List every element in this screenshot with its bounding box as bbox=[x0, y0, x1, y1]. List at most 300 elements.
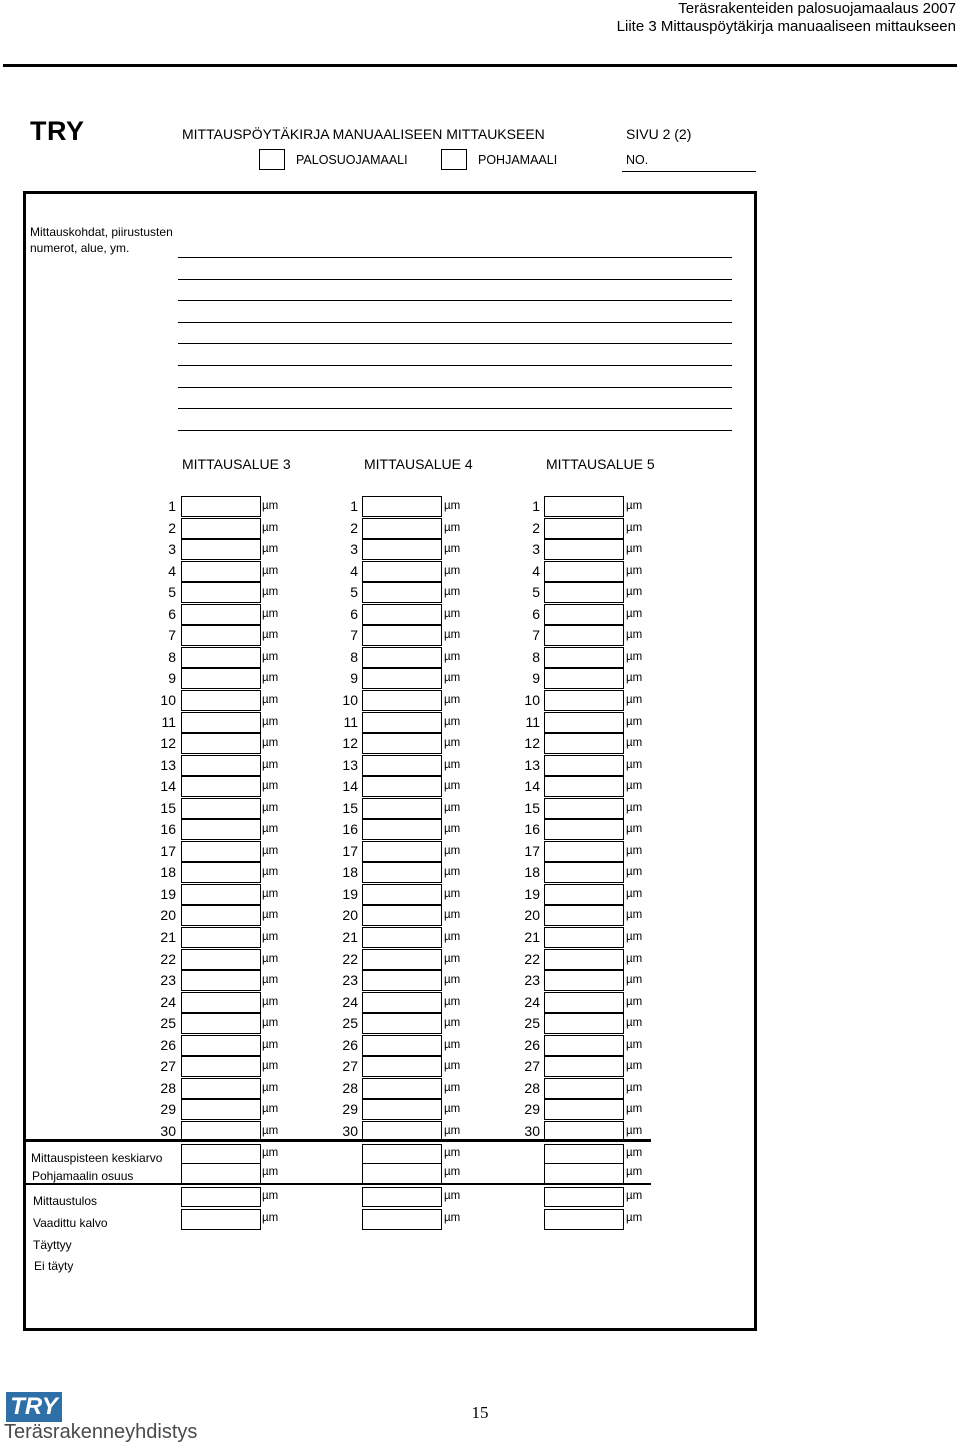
writing-line[interactable] bbox=[178, 343, 732, 344]
measurement-cell[interactable] bbox=[544, 798, 624, 819]
row-number: 7 bbox=[350, 627, 358, 644]
measurement-cell[interactable] bbox=[544, 949, 624, 970]
measurement-cell[interactable] bbox=[544, 668, 624, 689]
row-number: 10 bbox=[342, 691, 358, 708]
unit-label: µm bbox=[626, 1017, 643, 1030]
tayttyy-label: Täyttyy bbox=[33, 1238, 72, 1252]
measurement-cell[interactable] bbox=[544, 927, 624, 948]
row-number: 27 bbox=[342, 1058, 358, 1075]
measurement-cell[interactable] bbox=[362, 561, 442, 582]
unit-label: µm bbox=[626, 737, 643, 750]
page-indicator: SIVU 2 (2) bbox=[626, 126, 692, 142]
row-number: 6 bbox=[168, 605, 176, 622]
measurement-cell[interactable] bbox=[544, 690, 624, 711]
measurement-cell[interactable] bbox=[544, 1078, 624, 1099]
unit-label: µm bbox=[262, 780, 279, 793]
measurement-cell[interactable] bbox=[362, 1013, 442, 1034]
unit-label: µm bbox=[626, 564, 643, 577]
row-number: 26 bbox=[160, 1036, 176, 1053]
measurement-cell[interactable] bbox=[181, 604, 261, 625]
unit-label: µm bbox=[626, 672, 643, 685]
unit-label: µm bbox=[262, 887, 279, 900]
row-number: 17 bbox=[524, 842, 540, 859]
unit-label: µm bbox=[262, 1038, 279, 1051]
row-number: 12 bbox=[160, 735, 176, 752]
writing-line[interactable] bbox=[178, 279, 732, 280]
unit-label: µm bbox=[262, 693, 279, 706]
summary-cell[interactable] bbox=[544, 1163, 624, 1184]
unit-label: µm bbox=[626, 780, 643, 793]
measurement-cell[interactable] bbox=[362, 668, 442, 689]
measurement-cell[interactable] bbox=[362, 539, 442, 560]
row-number: 24 bbox=[160, 993, 176, 1010]
measurement-cell[interactable] bbox=[544, 819, 624, 840]
measurement-cell[interactable] bbox=[544, 1056, 624, 1077]
unit-label: µm bbox=[626, 1166, 643, 1178]
unit-label: µm bbox=[262, 1124, 279, 1137]
measurement-cell[interactable] bbox=[181, 668, 261, 689]
row-number: 17 bbox=[160, 842, 176, 859]
row-number: 7 bbox=[168, 627, 176, 644]
measurement-cell[interactable] bbox=[181, 1056, 261, 1077]
measurement-cell[interactable] bbox=[181, 992, 261, 1013]
unit-label: µm bbox=[444, 629, 461, 642]
writing-line[interactable] bbox=[178, 257, 732, 258]
measurement-cell[interactable] bbox=[181, 582, 261, 603]
row-number: 9 bbox=[532, 670, 540, 687]
measurement-cell[interactable] bbox=[181, 905, 261, 926]
unit-label: µm bbox=[262, 995, 279, 1008]
unit-label: µm bbox=[262, 607, 279, 620]
measurement-cell[interactable] bbox=[362, 841, 442, 862]
unit-label: µm bbox=[262, 737, 279, 750]
measurement-cell[interactable] bbox=[362, 518, 442, 539]
row-number: 1 bbox=[350, 498, 358, 514]
unit-label: µm bbox=[262, 823, 279, 836]
page-number: 15 bbox=[471, 1403, 489, 1422]
unit-label: µm bbox=[444, 974, 461, 987]
palosuojamaali-checkbox[interactable] bbox=[259, 149, 285, 170]
measurement-cell[interactable] bbox=[181, 561, 261, 582]
unit-label: µm bbox=[262, 715, 279, 728]
area-3-title: MITTAUSALUE 3 bbox=[182, 456, 291, 472]
measurement-cell[interactable] bbox=[544, 992, 624, 1013]
row-number: 24 bbox=[342, 993, 358, 1010]
measurement-cell[interactable] bbox=[544, 1099, 624, 1120]
measurement-cell[interactable] bbox=[544, 712, 624, 733]
measurement-cell[interactable] bbox=[544, 1035, 624, 1056]
unit-label: µm bbox=[626, 1124, 643, 1137]
measurement-cell[interactable] bbox=[181, 841, 261, 862]
measurement-cell[interactable] bbox=[544, 841, 624, 862]
unit-label: µm bbox=[626, 887, 643, 900]
unit-label: µm bbox=[626, 1103, 643, 1116]
measurement-cell[interactable] bbox=[362, 949, 442, 970]
measurement-cell[interactable] bbox=[544, 884, 624, 905]
row-number: 8 bbox=[532, 648, 540, 665]
row-number: 13 bbox=[524, 756, 540, 773]
unit-label: µm bbox=[262, 500, 279, 512]
summary-cell[interactable] bbox=[362, 1163, 442, 1184]
row-number: 22 bbox=[524, 950, 540, 967]
row-number: 22 bbox=[342, 950, 358, 967]
row-number: 5 bbox=[350, 584, 358, 601]
measurement-cell[interactable] bbox=[544, 647, 624, 668]
no-label: NO. bbox=[626, 153, 649, 167]
row-number: 1 bbox=[532, 498, 540, 514]
row-number: 12 bbox=[524, 735, 540, 752]
measurement-cell[interactable] bbox=[362, 647, 442, 668]
mittaustulos-label: Mittaustulos bbox=[33, 1194, 98, 1208]
unit-label: µm bbox=[444, 1190, 461, 1202]
measurement-cell[interactable] bbox=[544, 755, 624, 776]
summary-cell[interactable] bbox=[181, 1209, 261, 1230]
summary-cell[interactable] bbox=[181, 1144, 261, 1164]
measurement-cell[interactable] bbox=[362, 970, 442, 991]
unit-label: µm bbox=[444, 1038, 461, 1051]
unit-label: µm bbox=[444, 952, 461, 965]
measurement-cell[interactable] bbox=[362, 604, 442, 625]
measurement-cell[interactable] bbox=[362, 1099, 442, 1120]
row-number: 16 bbox=[524, 821, 540, 838]
row-number: 15 bbox=[524, 799, 540, 816]
summary-cell[interactable] bbox=[181, 1187, 261, 1207]
unit-label: µm bbox=[444, 500, 461, 512]
writing-line[interactable] bbox=[178, 387, 732, 388]
row-number: 11 bbox=[161, 713, 176, 730]
measurement-cell[interactable] bbox=[362, 819, 442, 840]
row-number: 6 bbox=[532, 605, 540, 622]
measurement-cell[interactable] bbox=[544, 539, 624, 560]
pohjamaali-checkbox[interactable] bbox=[441, 149, 467, 170]
unit-label: µm bbox=[444, 521, 461, 534]
row-number: 12 bbox=[342, 735, 358, 752]
row-number: 23 bbox=[342, 972, 358, 989]
row-number: 28 bbox=[342, 1079, 358, 1096]
row-number: 4 bbox=[350, 562, 358, 579]
measurement-cell[interactable] bbox=[181, 970, 261, 991]
measurement-cell[interactable] bbox=[544, 776, 624, 797]
unit-label: µm bbox=[444, 995, 461, 1008]
row-number: 25 bbox=[160, 1015, 176, 1032]
row-number: 13 bbox=[160, 756, 176, 773]
measurement-cell[interactable] bbox=[362, 905, 442, 926]
measurement-cell[interactable] bbox=[181, 1078, 261, 1099]
measurement-cell[interactable] bbox=[181, 819, 261, 840]
row-number: 3 bbox=[350, 541, 358, 558]
measurement-cell[interactable] bbox=[181, 1013, 261, 1034]
row-number: 19 bbox=[524, 885, 540, 902]
row-number: 24 bbox=[524, 993, 540, 1010]
unit-label: µm bbox=[262, 586, 279, 599]
writing-line[interactable] bbox=[178, 365, 732, 366]
row-number: 2 bbox=[532, 519, 540, 536]
summary-cell[interactable] bbox=[362, 1209, 442, 1230]
unit-label: µm bbox=[444, 1103, 461, 1116]
document-header bbox=[617, 0, 956, 36]
unit-label: µm bbox=[444, 737, 461, 750]
no-field-line[interactable] bbox=[622, 171, 756, 172]
measurement-cell[interactable] bbox=[362, 927, 442, 948]
summary-cell[interactable] bbox=[362, 1144, 442, 1164]
measurement-cell[interactable] bbox=[544, 970, 624, 991]
measurement-cell[interactable] bbox=[362, 776, 442, 797]
measurement-cell[interactable] bbox=[181, 1035, 261, 1056]
unit-label: µm bbox=[262, 1166, 279, 1178]
unit-label: µm bbox=[626, 1060, 643, 1073]
row-number: 26 bbox=[342, 1036, 358, 1053]
row-number: 8 bbox=[168, 648, 176, 665]
measurement-cell[interactable] bbox=[544, 905, 624, 926]
unit-label: µm bbox=[262, 672, 279, 685]
measurement-cell[interactable] bbox=[544, 518, 624, 539]
row-number: 29 bbox=[160, 1101, 176, 1118]
row-number: 16 bbox=[342, 821, 358, 838]
unit-label: µm bbox=[444, 866, 461, 879]
measurement-cell[interactable] bbox=[544, 561, 624, 582]
organization-name: Teräsrakenneyhdistys bbox=[4, 1421, 198, 1443]
unit-label: µm bbox=[626, 607, 643, 620]
measurement-cell[interactable] bbox=[181, 712, 261, 733]
row-number: 4 bbox=[168, 562, 176, 579]
unit-label: µm bbox=[444, 543, 461, 556]
header-subtitle: Liite 3 Mittauspöytäkirja manuaaliseen mittaukseen bbox=[616, 18, 956, 35]
measurement-cell[interactable] bbox=[181, 496, 261, 517]
pohjamaali-label: POHJAMAALI bbox=[478, 153, 558, 167]
unit-label: µm bbox=[626, 650, 643, 663]
writing-line[interactable] bbox=[178, 322, 732, 323]
row-number: 23 bbox=[524, 972, 540, 989]
unit-label: µm bbox=[626, 543, 643, 556]
row-number: 11 bbox=[343, 713, 358, 730]
unit-label: µm bbox=[262, 801, 279, 814]
measurement-cell[interactable] bbox=[362, 755, 442, 776]
unit-label: µm bbox=[444, 1060, 461, 1073]
row-number: 28 bbox=[160, 1079, 176, 1096]
unit-label: µm bbox=[262, 866, 279, 879]
row-number: 3 bbox=[168, 541, 176, 558]
writing-line[interactable] bbox=[178, 300, 732, 301]
row-number: 2 bbox=[168, 519, 176, 536]
measurement-cell[interactable] bbox=[362, 862, 442, 883]
row-number: 19 bbox=[342, 885, 358, 902]
pohjamaali-osuus-label: Pohjamaalin osuus bbox=[32, 1169, 134, 1183]
row-number: 25 bbox=[342, 1015, 358, 1032]
measurement-cell[interactable] bbox=[181, 733, 261, 754]
row-number: 19 bbox=[160, 885, 176, 902]
measurement-cell[interactable] bbox=[362, 582, 442, 603]
unit-label: µm bbox=[262, 758, 279, 771]
unit-label: µm bbox=[444, 607, 461, 620]
unit-label: µm bbox=[262, 909, 279, 922]
unit-label: µm bbox=[626, 758, 643, 771]
row-number: 5 bbox=[532, 584, 540, 601]
row-number: 23 bbox=[160, 972, 176, 989]
measurement-cell[interactable] bbox=[544, 1013, 624, 1034]
row-number: 30 bbox=[160, 1122, 176, 1139]
measurement-cell[interactable] bbox=[362, 496, 442, 517]
measurement-cell[interactable] bbox=[362, 798, 442, 819]
unit-label: µm bbox=[626, 995, 643, 1008]
row-number: 17 bbox=[342, 842, 358, 859]
unit-label: µm bbox=[626, 866, 643, 879]
row-number: 18 bbox=[524, 864, 540, 881]
measurement-cell[interactable] bbox=[181, 647, 261, 668]
unit-label: µm bbox=[262, 952, 279, 965]
row-number: 20 bbox=[342, 907, 358, 924]
palosuojamaali-label: PALOSUOJAMAALI bbox=[296, 153, 408, 167]
unit-label: µm bbox=[444, 823, 461, 836]
try-footer-logo: TRY bbox=[6, 1392, 62, 1422]
unit-label: µm bbox=[444, 586, 461, 599]
unit-label: µm bbox=[444, 564, 461, 577]
measurement-cell[interactable] bbox=[181, 690, 261, 711]
summary-cell[interactable] bbox=[544, 1144, 624, 1164]
unit-label: µm bbox=[262, 521, 279, 534]
row-number: 15 bbox=[342, 799, 358, 816]
row-number: 21 bbox=[160, 929, 176, 945]
unit-label: µm bbox=[626, 715, 643, 728]
unit-label: µm bbox=[444, 1124, 461, 1137]
row-number: 9 bbox=[168, 670, 176, 687]
unit-label: µm bbox=[262, 1212, 279, 1224]
row-number: 1 bbox=[168, 498, 176, 514]
measurement-cell[interactable] bbox=[544, 582, 624, 603]
unit-label: µm bbox=[262, 1081, 279, 1094]
keskiarvo-label: Mittauspisteen keskiarvo bbox=[31, 1151, 163, 1165]
form-title: MITTAUSPÖYTÄKIRJA MANUAALISEEN MITTAUKSEEN bbox=[182, 126, 545, 142]
unit-label: µm bbox=[444, 672, 461, 685]
unit-label: µm bbox=[444, 1147, 461, 1159]
measurement-cell[interactable] bbox=[362, 1056, 442, 1077]
unit-label: µm bbox=[626, 521, 643, 534]
row-number: 18 bbox=[160, 864, 176, 881]
area-4-title: MITTAUSALUE 4 bbox=[364, 456, 473, 472]
unit-label: µm bbox=[626, 909, 643, 922]
unit-label: µm bbox=[262, 564, 279, 577]
unit-label: µm bbox=[626, 1081, 643, 1094]
row-number: 29 bbox=[342, 1101, 358, 1118]
unit-label: µm bbox=[626, 586, 643, 599]
unit-label: µm bbox=[444, 1017, 461, 1030]
unit-label: µm bbox=[444, 758, 461, 771]
measurement-cell[interactable] bbox=[544, 862, 624, 883]
measurement-cell[interactable] bbox=[362, 884, 442, 905]
header-title: Teräsrakenteiden palosuojamaalaus 2007 bbox=[678, 0, 956, 17]
row-number: 9 bbox=[350, 670, 358, 687]
row-number: 27 bbox=[160, 1058, 176, 1075]
row-number: 14 bbox=[342, 778, 358, 795]
unit-label: µm bbox=[444, 693, 461, 706]
row-number: 27 bbox=[524, 1058, 540, 1075]
section-divider bbox=[24, 1139, 651, 1142]
measurement-cell[interactable] bbox=[362, 733, 442, 754]
measurement-cell[interactable] bbox=[181, 755, 261, 776]
row-number: 10 bbox=[524, 691, 540, 708]
unit-label: µm bbox=[444, 715, 461, 728]
summary-cell[interactable] bbox=[544, 1209, 624, 1230]
area-5-title: MITTAUSALUE 5 bbox=[546, 456, 655, 472]
summary-cell[interactable] bbox=[544, 1187, 624, 1207]
unit-label: µm bbox=[626, 952, 643, 965]
measurement-cell[interactable] bbox=[362, 992, 442, 1013]
row-number: 3 bbox=[532, 541, 540, 558]
measurement-cell[interactable] bbox=[181, 798, 261, 819]
measurement-cell[interactable] bbox=[544, 733, 624, 754]
unit-label: µm bbox=[262, 650, 279, 663]
writing-line[interactable] bbox=[178, 430, 732, 431]
row-number: 20 bbox=[160, 907, 176, 924]
unit-label: µm bbox=[626, 500, 643, 512]
unit-label: µm bbox=[262, 1060, 279, 1073]
try-logo: TRY bbox=[30, 116, 85, 146]
unit-label: µm bbox=[444, 909, 461, 922]
summary-cell[interactable] bbox=[181, 1163, 261, 1184]
unit-label: µm bbox=[262, 931, 279, 943]
unit-label: µm bbox=[626, 629, 643, 642]
row-number: 14 bbox=[524, 778, 540, 795]
header-rule bbox=[3, 64, 957, 67]
measurement-cell[interactable] bbox=[544, 604, 624, 625]
unit-label: µm bbox=[626, 1147, 643, 1159]
unit-label: µm bbox=[444, 1212, 461, 1224]
measurement-cell[interactable] bbox=[181, 776, 261, 797]
row-number: 16 bbox=[160, 821, 176, 838]
measurement-cell[interactable] bbox=[181, 862, 261, 883]
unit-label: µm bbox=[626, 1190, 643, 1202]
vaadittu-kalvo-label: Vaadittu kalvo bbox=[33, 1216, 108, 1230]
writing-line[interactable] bbox=[178, 408, 732, 409]
unit-label: µm bbox=[626, 1038, 643, 1051]
measurement-cell[interactable] bbox=[181, 949, 261, 970]
measurement-cell[interactable] bbox=[181, 518, 261, 539]
measurement-cell[interactable] bbox=[181, 1099, 261, 1120]
row-number: 20 bbox=[524, 907, 540, 924]
unit-label: µm bbox=[626, 974, 643, 987]
unit-label: µm bbox=[262, 1190, 279, 1202]
row-number: 13 bbox=[342, 756, 358, 773]
measurement-cell[interactable] bbox=[362, 690, 442, 711]
row-number: 15 bbox=[160, 799, 176, 816]
row-number: 6 bbox=[350, 605, 358, 622]
measurement-cell[interactable] bbox=[181, 625, 261, 646]
row-number: 21 bbox=[524, 929, 540, 945]
row-number: 29 bbox=[524, 1101, 540, 1118]
measurement-cell[interactable] bbox=[544, 625, 624, 646]
row-number: 4 bbox=[532, 562, 540, 579]
unit-label: µm bbox=[444, 1081, 461, 1094]
ei-tayty-label: Ei täyty bbox=[34, 1259, 74, 1273]
unit-label: µm bbox=[444, 931, 461, 943]
measurement-cell[interactable] bbox=[181, 884, 261, 905]
unit-label: µm bbox=[444, 650, 461, 663]
measurement-cell[interactable] bbox=[181, 539, 261, 560]
unit-label: µm bbox=[262, 1147, 279, 1159]
unit-label: µm bbox=[444, 844, 461, 857]
measurement-cell[interactable] bbox=[181, 927, 261, 948]
row-number: 2 bbox=[350, 519, 358, 536]
unit-label: µm bbox=[444, 1166, 461, 1178]
measurement-cell[interactable] bbox=[362, 1078, 442, 1099]
unit-label: µm bbox=[626, 801, 643, 814]
measurement-cell[interactable] bbox=[362, 625, 442, 646]
summary-cell[interactable] bbox=[362, 1187, 442, 1207]
measurement-cell[interactable] bbox=[362, 1035, 442, 1056]
measurement-cell[interactable] bbox=[362, 712, 442, 733]
row-number: 11 bbox=[525, 713, 540, 730]
unit-label: µm bbox=[626, 823, 643, 836]
measurement-cell[interactable] bbox=[544, 496, 624, 517]
